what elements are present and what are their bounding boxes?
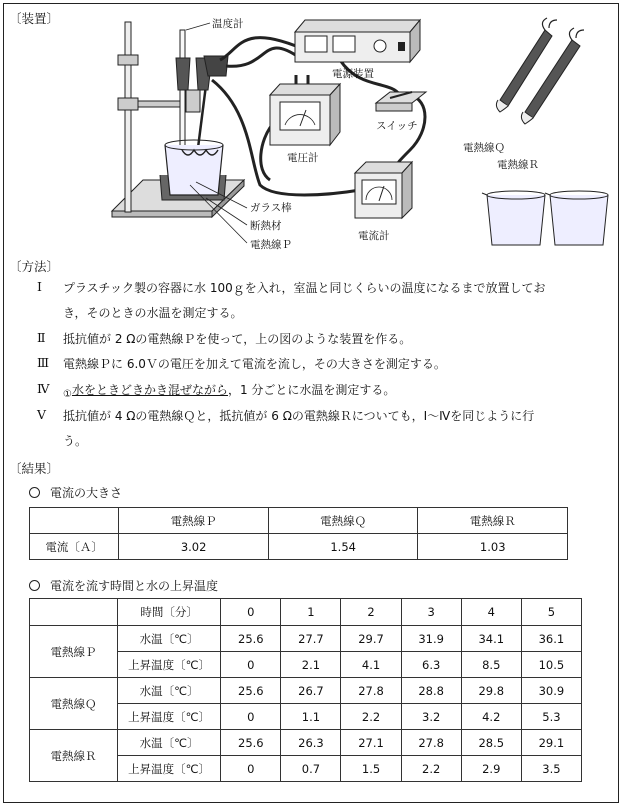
table-cell: 30.9: [521, 678, 581, 704]
current-table: [29, 507, 568, 560]
table-cell: 25.6: [221, 678, 281, 704]
table-cell: 2.2: [401, 756, 461, 782]
apparatus-diagram: [0, 0, 624, 250]
current-value-r: 1.03: [418, 534, 568, 560]
bullet-icon: [29, 487, 40, 498]
water-temp-label: 水温〔℃〕: [118, 730, 221, 756]
label-glass-rod: ガラス棒: [250, 202, 292, 214]
current-table-header-q: 電熱線Ｑ: [268, 508, 418, 534]
power-supply: [295, 20, 420, 62]
current-table-heading-text: 電流の大きさ: [50, 486, 123, 500]
step-3-text: 電熱線Ｐに 6.0Ｖの電圧を加えて電流を流し，その大きさを測定する。: [63, 357, 446, 371]
step-4-number: Ⅳ: [37, 381, 50, 396]
step-4-rest: ，1 分ごとに水温を測定する。: [227, 383, 396, 397]
group-name-r: 電熱線Ｒ: [30, 730, 118, 782]
time-value: 1: [281, 599, 341, 626]
rise-label: 上昇温度〔℃〕: [118, 652, 221, 678]
step-5-line-1: 抵抗値が 4 Ωの電熱線Ｑと，抵抗値が 6 Ωの電熱線Ｒについても，Ⅰ～Ⅳを同じように行: [63, 409, 535, 423]
table-cell: 29.8: [461, 678, 521, 704]
table-cell: 0: [221, 704, 281, 730]
voltmeter: [270, 84, 340, 145]
stand-rod: [125, 22, 131, 212]
bullet-icon: [29, 580, 40, 591]
table-cell: 2.1: [281, 652, 341, 678]
beakers: [482, 191, 608, 245]
current-value-p: 3.02: [119, 534, 269, 560]
current-table-header-blank: [30, 508, 119, 534]
label-power-supply: 電源装置: [332, 68, 374, 80]
table-cell: 1.1: [281, 704, 341, 730]
table-cell: 31.9: [401, 626, 461, 652]
table-cell: 0.7: [281, 756, 341, 782]
ammeter: [355, 162, 412, 218]
table-cell: 34.1: [461, 626, 521, 652]
step-2-text: 抵抗値が 2 Ωの電熱線Ｐを使って，上の図のような装置を作る。: [63, 332, 412, 346]
step-4-underlined: 水をときどきかき混ぜながら: [71, 383, 228, 397]
table-cell: 25.6: [221, 626, 281, 652]
temp-table-blank: [30, 599, 118, 626]
section-apparatus-heading: 〔装置〕: [9, 11, 60, 26]
table-cell: 4.2: [461, 704, 521, 730]
current-table-header-r: 電熱線Ｒ: [418, 508, 568, 534]
group-name-q: 電熱線Ｑ: [30, 678, 118, 730]
table-cell: 29.1: [521, 730, 581, 756]
label-wire-r: 電熱線Ｒ: [497, 159, 539, 171]
label-thermometer: 温度計: [212, 18, 244, 30]
label-insulation: 断熱材: [250, 220, 282, 232]
time-value: 2: [341, 599, 401, 626]
step-3-number: Ⅲ: [37, 355, 50, 370]
table-cell: 27.8: [341, 678, 401, 704]
table-cell: 26.7: [281, 678, 341, 704]
table-cell: 29.7: [341, 626, 401, 652]
step-1-number: Ⅰ: [37, 279, 42, 294]
table-cell: 28.8: [401, 678, 461, 704]
table-cell: 0: [221, 756, 281, 782]
current-value-q: 1.54: [268, 534, 418, 560]
table-cell: 5.3: [521, 704, 581, 730]
table-cell: 1.5: [341, 756, 401, 782]
section-results-heading: 〔結果〕: [9, 461, 60, 476]
step-2-number: Ⅱ: [37, 330, 46, 345]
current-table-heading: [29, 484, 122, 501]
table-cell: 4.1: [341, 652, 401, 678]
alligator-clips: [176, 56, 228, 90]
label-wire-p: 電熱線Ｐ: [250, 239, 292, 251]
table-cell: 0: [221, 652, 281, 678]
temp-table-heading: [29, 577, 218, 594]
label-voltmeter: 電圧計: [287, 152, 319, 164]
time-value: 0: [221, 599, 281, 626]
time-value: 3: [401, 599, 461, 626]
table-cell: 27.1: [341, 730, 401, 756]
temperature-table: [29, 598, 582, 782]
table-cell: 3.5: [521, 756, 581, 782]
heater-q-r: [496, 18, 584, 124]
step-5-number: Ⅴ: [37, 407, 47, 422]
current-table-header-p: 電熱線Ｐ: [119, 508, 269, 534]
table-cell: 36.1: [521, 626, 581, 652]
water-temp-label: 水温〔℃〕: [118, 626, 221, 652]
table-cell: 27.8: [401, 730, 461, 756]
time-value: 5: [521, 599, 581, 626]
table-cell: 10.5: [521, 652, 581, 678]
insulated-container: [160, 140, 226, 200]
table-cell: 26.3: [281, 730, 341, 756]
step-1-line-2: き，そのときの水温を測定する。: [63, 306, 243, 320]
table-cell: 27.7: [281, 626, 341, 652]
temp-table-heading-text: 電流を流す時間と水の上昇温度: [50, 579, 219, 593]
label-wire-q: 電熱線Ｑ: [463, 142, 505, 154]
table-cell: 2.2: [341, 704, 401, 730]
table-cell: 28.5: [461, 730, 521, 756]
rise-label: 上昇温度〔℃〕: [118, 756, 221, 782]
table-cell: 8.5: [461, 652, 521, 678]
time-value: 4: [461, 599, 521, 626]
time-label: 時間〔分〕: [118, 599, 221, 626]
group-name-p: 電熱線Ｐ: [30, 626, 118, 678]
table-cell: 6.3: [401, 652, 461, 678]
step-5-line-2: う。: [63, 434, 88, 448]
rise-label: 上昇温度〔℃〕: [118, 704, 221, 730]
step-1-line-1: プラスチック製の容器に水 100ｇを入れ，室温と同じくらいの温度になるまで放置してお: [63, 281, 546, 295]
label-switch: スイッチ: [376, 120, 418, 132]
section-method-heading: 〔方法〕: [9, 259, 60, 274]
table-cell: 3.2: [401, 704, 461, 730]
step-4-text: [63, 381, 395, 400]
table-cell: 25.6: [221, 730, 281, 756]
label-ammeter: 電流計: [358, 230, 390, 242]
marker-1: ①: [63, 389, 72, 400]
current-table-row-label: 電流〔Ａ〕: [30, 534, 119, 560]
table-cell: 2.9: [461, 756, 521, 782]
water-temp-label: 水温〔℃〕: [118, 678, 221, 704]
